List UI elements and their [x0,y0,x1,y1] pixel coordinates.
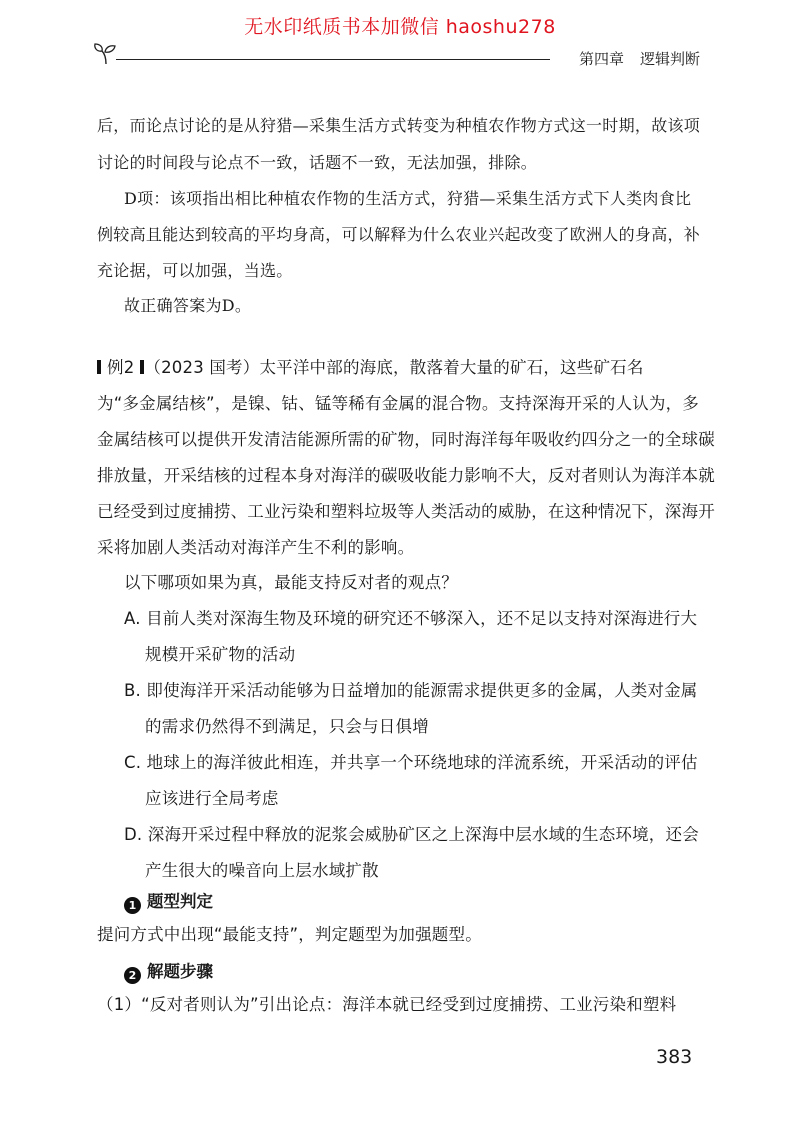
number-two-icon: 2 [124,967,141,984]
step-one-text: （1）“反对者则认为”引出论点：海洋本就已经受到过度捕捞、工业污染和塑料 [97,995,677,1014]
example-bar-left [97,360,101,374]
analysis-line: 讨论的时间段与论点不一致，话题不一致，无法加强，排除。 [97,153,538,172]
option-c-continuation: 应该进行全局考虑 [145,789,279,808]
section-steps-heading [124,958,213,984]
header-title [579,48,700,69]
option-d-analysis-line: D项：该项指出相比种植农作物的生活方式，狩猎—采集生活方式下人类肉食比 [124,189,692,208]
section-steps-title: 解题步骤 [147,962,213,981]
page-number: 383 [656,1046,693,1068]
example-line: 排放量，开采结核的过程本身对海洋的碳吸收能力影响不大，反对者则认为海洋本就 [97,466,715,485]
header-rule [116,59,550,60]
section-type-text: 提问方式中出现“最能支持”，判定题型为加强题型。 [97,925,482,944]
option-d-continuation: 产生很大的噪音向上层水域扩散 [145,861,379,880]
example-text: （2023 国考）太平洋中部的海底，散落着大量的矿石，这些矿石名 [144,358,644,377]
correct-answer-statement: 故正确答案为D。 [124,296,252,315]
example-label: 例2 [107,358,135,377]
option-b-continuation: 的需求仍然得不到满足，只会与日俱增 [145,717,429,736]
option-a: A. 目前人类对深海生物及环境的研究还不够深入，还不足以支持对深海进行大 [124,609,698,628]
option-d: D. 深海开采过程中释放的泥浆会威胁矿区之上深海中层水域的生态环境，还会 [124,825,699,844]
option-a-continuation: 规模开采矿物的活动 [145,645,296,664]
number-one-icon: 1 [124,897,141,914]
example-heading [97,354,697,378]
example-line: 已经受到过度捕捞、工业污染和塑料垃圾等人类活动的威胁，在这种情况下，深海开 [97,502,715,521]
sprout-icon [92,40,120,66]
example-line: 金属结核可以提供开发清洁能源所需的矿物，同时海洋每年吸收约四分之一的全球碳 [97,430,715,449]
option-d-analysis-line: 例较高且能达到较高的平均身高，可以解释为什么农业兴起改变了欧洲人的身高，补 [97,225,701,244]
analysis-line: 后，而论点讨论的是从狩猎—采集生活方式转变为种植农作物方式这一时期，故该项 [97,116,701,135]
example-line: 采将加剧人类活动对海洋产生不利的影响。 [97,538,415,557]
section-label: 逻辑判断 [639,50,700,68]
question-stem: 以下哪项如果为真，最能支持反对者的观点？ [124,573,458,592]
watermark-text: 无水印纸质书本加微信 haoshu278 [244,16,556,38]
section-type-heading [124,888,213,914]
option-c: C. 地球上的海洋彼此相连，并共享一个环绕地球的洋流系统，开采活动的评估 [124,753,698,772]
chapter-label: 第四章 [578,50,624,68]
option-d-analysis-line: 充论据，可以加强，当选。 [97,261,293,280]
example-line: 为“多金属结核”，是镍、钴、锰等稀有金属的混合物。支持深海开采的人认为，多 [97,394,699,413]
option-b: B. 即使海洋开采活动能够为日益增加的能源需求提供更多的金属，人类对金属 [124,681,698,700]
running-header [92,40,700,74]
section-type-title: 题型判定 [147,892,213,911]
